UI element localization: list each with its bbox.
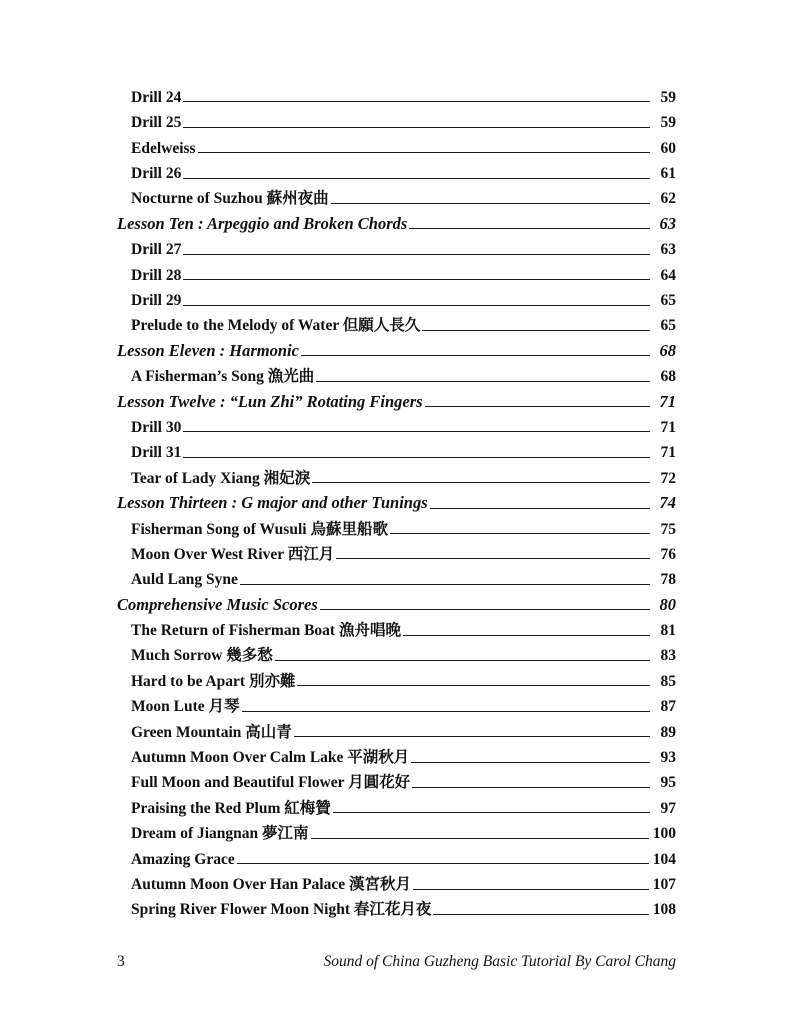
toc-entry-label: Moon Lute 月琴 bbox=[131, 698, 240, 716]
toc-leader-line bbox=[242, 711, 650, 712]
toc-entry-page-number: 64 bbox=[660, 266, 676, 284]
toc-entry-label: Drill 30 bbox=[131, 418, 182, 436]
toc-entry-page-number: 78 bbox=[660, 571, 676, 589]
footer-page-number: 3 bbox=[117, 953, 125, 970]
toc-entry-label: Drill 24 bbox=[131, 88, 182, 106]
toc-sub-entry bbox=[117, 283, 676, 308]
toc-entry-label: Autumn Moon Over Calm Lake 平湖秋月 bbox=[131, 749, 410, 767]
toc-entry-page-number: 68 bbox=[660, 368, 676, 386]
toc-lesson-entry bbox=[117, 486, 676, 511]
toc-entry-label: Nocturne of Suzhou 蘇州夜曲 bbox=[131, 190, 329, 208]
toc-leader-line bbox=[240, 584, 650, 585]
toc-entry-page-number: 83 bbox=[660, 647, 676, 665]
toc-entry-page-number: 72 bbox=[660, 469, 676, 487]
table-of-contents bbox=[117, 80, 676, 918]
toc-sub-entry bbox=[117, 740, 676, 765]
toc-entry-label: Hard to be Apart 別亦難 bbox=[131, 672, 296, 690]
toc-sub-entry bbox=[117, 309, 676, 334]
toc-leader-line bbox=[275, 660, 650, 661]
toc-leader-line bbox=[425, 406, 650, 407]
toc-entry-page-number: 59 bbox=[660, 114, 676, 132]
toc-leader-line bbox=[336, 558, 650, 559]
toc-entry-page-number: 74 bbox=[659, 493, 676, 513]
toc-leader-line bbox=[411, 762, 650, 763]
toc-sub-entry bbox=[117, 689, 676, 714]
toc-entry-label: Drill 28 bbox=[131, 266, 182, 284]
toc-sub-entry bbox=[117, 537, 676, 562]
toc-entry-page-number: 59 bbox=[660, 88, 676, 106]
toc-sub-entry bbox=[117, 512, 676, 537]
toc-entry-page-number: 87 bbox=[660, 698, 676, 716]
toc-entry-label: Lesson Thirteen : G major and other Tunings bbox=[117, 493, 428, 513]
toc-sub-entry bbox=[117, 816, 676, 841]
footer-book-title: Sound of China Guzheng Basic Tutorial By Carol Chang bbox=[323, 953, 676, 970]
toc-entry-label: A Fisherman’s Song 漁光曲 bbox=[131, 368, 315, 386]
toc-entry-page-number: 95 bbox=[660, 774, 676, 792]
toc-entry-page-number: 63 bbox=[659, 213, 676, 233]
toc-sub-entry bbox=[117, 664, 676, 689]
toc-entry-label: Lesson Twelve : “Lun Zhi” Rotating Fingers bbox=[117, 391, 423, 411]
toc-entry-label: Lesson Eleven : Harmonic bbox=[117, 340, 299, 360]
toc-leader-line bbox=[183, 178, 650, 179]
toc-lesson-entry bbox=[117, 207, 676, 232]
toc-entry-page-number: 62 bbox=[660, 190, 676, 208]
toc-sub-entry bbox=[117, 461, 676, 486]
toc-leader-line bbox=[390, 533, 650, 534]
toc-entry-label: Auld Lang Syne bbox=[131, 571, 238, 589]
toc-entry-label: Drill 26 bbox=[131, 165, 182, 183]
toc-entry-page-number: 63 bbox=[660, 241, 676, 259]
toc-sub-entry bbox=[117, 893, 676, 918]
toc-entry-page-number: 100 bbox=[652, 825, 676, 843]
page-footer bbox=[117, 954, 676, 970]
toc-entry-label: Tear of Lady Xiang 湘妃淚 bbox=[131, 469, 311, 487]
toc-leader-line bbox=[422, 330, 650, 331]
toc-entry-label: Full Moon and Beautiful Flower 月圓花好 bbox=[131, 774, 411, 792]
toc-entry-label: Lesson Ten : Arpeggio and Broken Chords bbox=[117, 213, 408, 233]
toc-entry-label: The Return of Fisherman Boat 漁舟唱晚 bbox=[131, 622, 401, 640]
toc-leader-line bbox=[183, 457, 650, 458]
toc-entry-page-number: 68 bbox=[659, 340, 676, 360]
toc-entry-label: Amazing Grace bbox=[131, 850, 235, 868]
toc-sub-entry bbox=[117, 791, 676, 816]
toc-leader-line bbox=[183, 127, 650, 128]
toc-entry-label: Dream of Jiangnan 夢江南 bbox=[131, 825, 309, 843]
toc-lesson-entry bbox=[117, 385, 676, 410]
toc-lesson-entry bbox=[117, 588, 676, 613]
toc-sub-entry bbox=[117, 156, 676, 181]
toc-entry-page-number: 65 bbox=[660, 292, 676, 310]
toc-leader-line bbox=[320, 609, 650, 610]
toc-entry-label: Much Sorrow 幾多愁 bbox=[131, 647, 273, 665]
toc-sub-entry bbox=[117, 182, 676, 207]
toc-leader-line bbox=[183, 279, 650, 280]
toc-leader-line bbox=[183, 101, 650, 102]
toc-entry-page-number: 104 bbox=[652, 850, 676, 868]
toc-entry-page-number: 75 bbox=[660, 520, 676, 538]
toc-leader-line bbox=[433, 914, 648, 915]
toc-entry-label: Praising the Red Plum 紅梅贊 bbox=[131, 799, 331, 817]
toc-sub-entry bbox=[117, 258, 676, 283]
toc-entry-page-number: 76 bbox=[660, 545, 676, 563]
toc-leader-line bbox=[301, 355, 650, 356]
toc-entry-page-number: 97 bbox=[660, 799, 676, 817]
toc-entry-page-number: 93 bbox=[660, 749, 676, 767]
toc-sub-entry bbox=[117, 131, 676, 156]
toc-sub-entry bbox=[117, 842, 676, 867]
toc-sub-entry bbox=[117, 232, 676, 257]
toc-entry-label: Moon Over West River 西江月 bbox=[131, 545, 335, 563]
toc-entry-label: Fisherman Song of Wusuli 烏蘇里船歌 bbox=[131, 520, 388, 538]
toc-entry-label: Drill 31 bbox=[131, 444, 182, 462]
toc-leader-line bbox=[316, 381, 650, 382]
toc-leader-line bbox=[297, 685, 650, 686]
toc-entry-label: Drill 27 bbox=[131, 241, 182, 259]
toc-sub-entry bbox=[117, 613, 676, 638]
toc-sub-entry bbox=[117, 435, 676, 460]
toc-sub-entry bbox=[117, 80, 676, 105]
toc-leader-line bbox=[413, 889, 649, 890]
toc-entry-page-number: 89 bbox=[660, 723, 676, 741]
toc-entry-label: Autumn Moon Over Han Palace 漢宮秋月 bbox=[131, 876, 411, 893]
toc-entry-page-number: 108 bbox=[652, 901, 676, 919]
toc-sub-entry bbox=[117, 867, 676, 892]
toc-leader-line bbox=[412, 787, 650, 788]
toc-entry-label: Spring River Flower Moon Night 春江花月夜 bbox=[131, 901, 432, 919]
toc-entry-label: Drill 29 bbox=[131, 292, 182, 310]
toc-entry-label: Edelweiss bbox=[131, 139, 196, 157]
toc-entry-page-number: 81 bbox=[660, 622, 676, 640]
toc-sub-entry bbox=[117, 562, 676, 587]
toc-entry-page-number: 80 bbox=[659, 594, 676, 614]
toc-entry-page-number: 61 bbox=[660, 165, 676, 183]
toc-lesson-entry bbox=[117, 334, 676, 359]
toc-leader-line bbox=[409, 228, 650, 229]
toc-leader-line bbox=[183, 431, 650, 432]
toc-leader-line bbox=[183, 305, 650, 306]
toc-entry-page-number: 65 bbox=[660, 317, 676, 335]
toc-entry-label: Prelude to the Melody of Water 但願人長久 bbox=[131, 317, 421, 335]
toc-sub-entry bbox=[117, 105, 676, 130]
toc-entry-label: Drill 25 bbox=[131, 114, 182, 132]
toc-sub-entry bbox=[117, 766, 676, 791]
toc-sub-entry bbox=[117, 359, 676, 384]
toc-leader-line bbox=[333, 812, 650, 813]
toc-sub-entry bbox=[117, 715, 676, 740]
toc-leader-line bbox=[294, 736, 650, 737]
toc-sub-entry bbox=[117, 410, 676, 435]
toc-entry-page-number: 107 bbox=[652, 876, 676, 893]
toc-entry-page-number: 60 bbox=[660, 139, 676, 157]
toc-leader-line bbox=[430, 508, 650, 509]
toc-leader-line bbox=[312, 482, 650, 483]
toc-entry-label: Comprehensive Music Scores bbox=[117, 594, 318, 614]
toc-leader-line bbox=[237, 863, 649, 864]
toc-leader-line bbox=[183, 254, 650, 255]
toc-leader-line bbox=[403, 635, 650, 636]
toc-entry-label: Green Mountain 高山青 bbox=[131, 723, 292, 741]
toc-entry-page-number: 71 bbox=[659, 391, 676, 411]
toc-entry-page-number: 71 bbox=[660, 418, 676, 436]
toc-sub-entry bbox=[117, 639, 676, 664]
toc-leader-line bbox=[198, 152, 650, 153]
toc-entry-page-number: 71 bbox=[660, 444, 676, 462]
toc-entry-page-number: 85 bbox=[660, 672, 676, 690]
toc-leader-line bbox=[331, 203, 650, 204]
toc-leader-line bbox=[311, 838, 649, 839]
